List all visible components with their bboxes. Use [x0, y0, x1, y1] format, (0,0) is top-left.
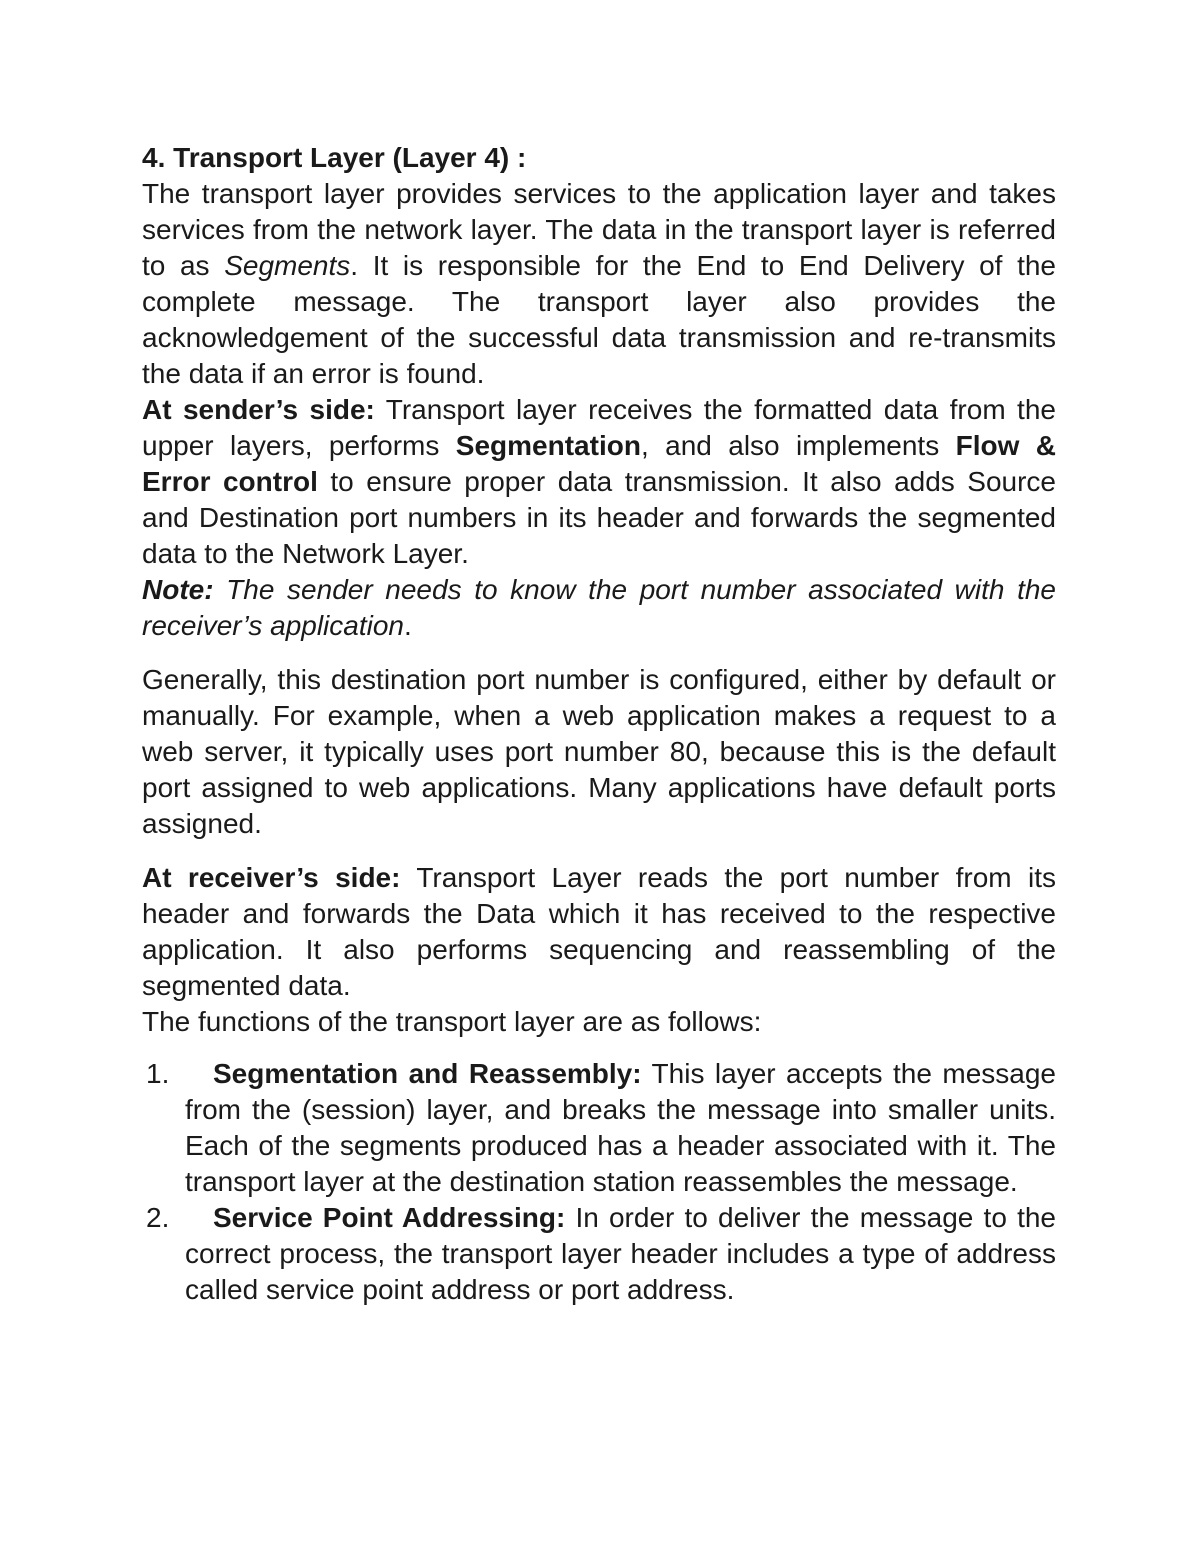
list-item-text: In order to deliver the message to the correct process, the transport layer header includes a type of address called service point address or port address.	[185, 1202, 1056, 1305]
sender-label: At sender’s side:	[142, 394, 375, 425]
segments-term: Segments	[224, 250, 351, 281]
list-number: 1.	[146, 1058, 170, 1089]
list-item-title: Service Point Addressing:	[213, 1202, 566, 1233]
note-paragraph	[142, 572, 1056, 644]
receiver-label: At receiver’s side:	[142, 862, 401, 893]
sender-paragraph	[142, 392, 1056, 572]
functions-list	[142, 1056, 1056, 1308]
list-item	[142, 1200, 1056, 1308]
list-item-title: Segmentation and Reassembly:	[213, 1058, 642, 1089]
list-item-body	[185, 1200, 1056, 1308]
list-item-text: This layer accepts the message from the (session) layer, and breaks the message into smaller units. Each of the segments produced has a header associated with it. The transport layer at the destination station reassembles the message.	[185, 1058, 1056, 1197]
receiver-paragraph	[142, 860, 1056, 1004]
flow-error-term: Flow & Error control	[142, 430, 1057, 497]
sender-text-3: to ensure proper data transmission. It also adds Source and Destination port numbers in its header and forwards the segmented data to the Network Layer.	[142, 466, 1056, 569]
intro-paragraph	[142, 176, 1056, 392]
functions-intro: The functions of the transport layer are as follows:	[142, 1006, 762, 1037]
sender-text-1: Transport layer receives the formatted data from the upper layers, performs	[142, 394, 1056, 461]
generally-paragraph: Generally, this destination port number is configured, either by default or manually. For example, when a web application makes a request to a web server, it typically uses port number 80, because this is the default port assigned to web applications. Many applications have default ports assigned.	[142, 664, 1056, 839]
segmentation-term: Segmentation	[455, 430, 641, 461]
list-number: 2.	[146, 1202, 170, 1233]
sender-text-2: , and also implements	[640, 430, 956, 461]
section-heading: 4. Transport Layer (Layer 4) :	[142, 142, 527, 173]
note-end: .	[404, 610, 412, 641]
note-text: The sender needs to know the port number associated with the receiver’s application	[142, 574, 1056, 641]
list-item-body	[185, 1056, 1056, 1200]
intro-text: The transport layer provides services to the application layer and takes services from the network layer. The data in the transport layer is referred to as	[142, 178, 1056, 281]
document-page	[142, 140, 1056, 1308]
note-label: Note:	[142, 574, 214, 605]
list-item	[142, 1056, 1056, 1200]
intro-rest-text: . It is responsible for the End to End Delivery of the complete message. The transport layer also provides the acknowledgement of the successful data transmission and re-transmits the data if an error is found.	[142, 250, 1057, 389]
receiver-text: Transport Layer reads the port number from its header and forwards the Data which it has received to the respective application. It also performs sequencing and reassembling of the segmented data.	[142, 862, 1056, 1001]
